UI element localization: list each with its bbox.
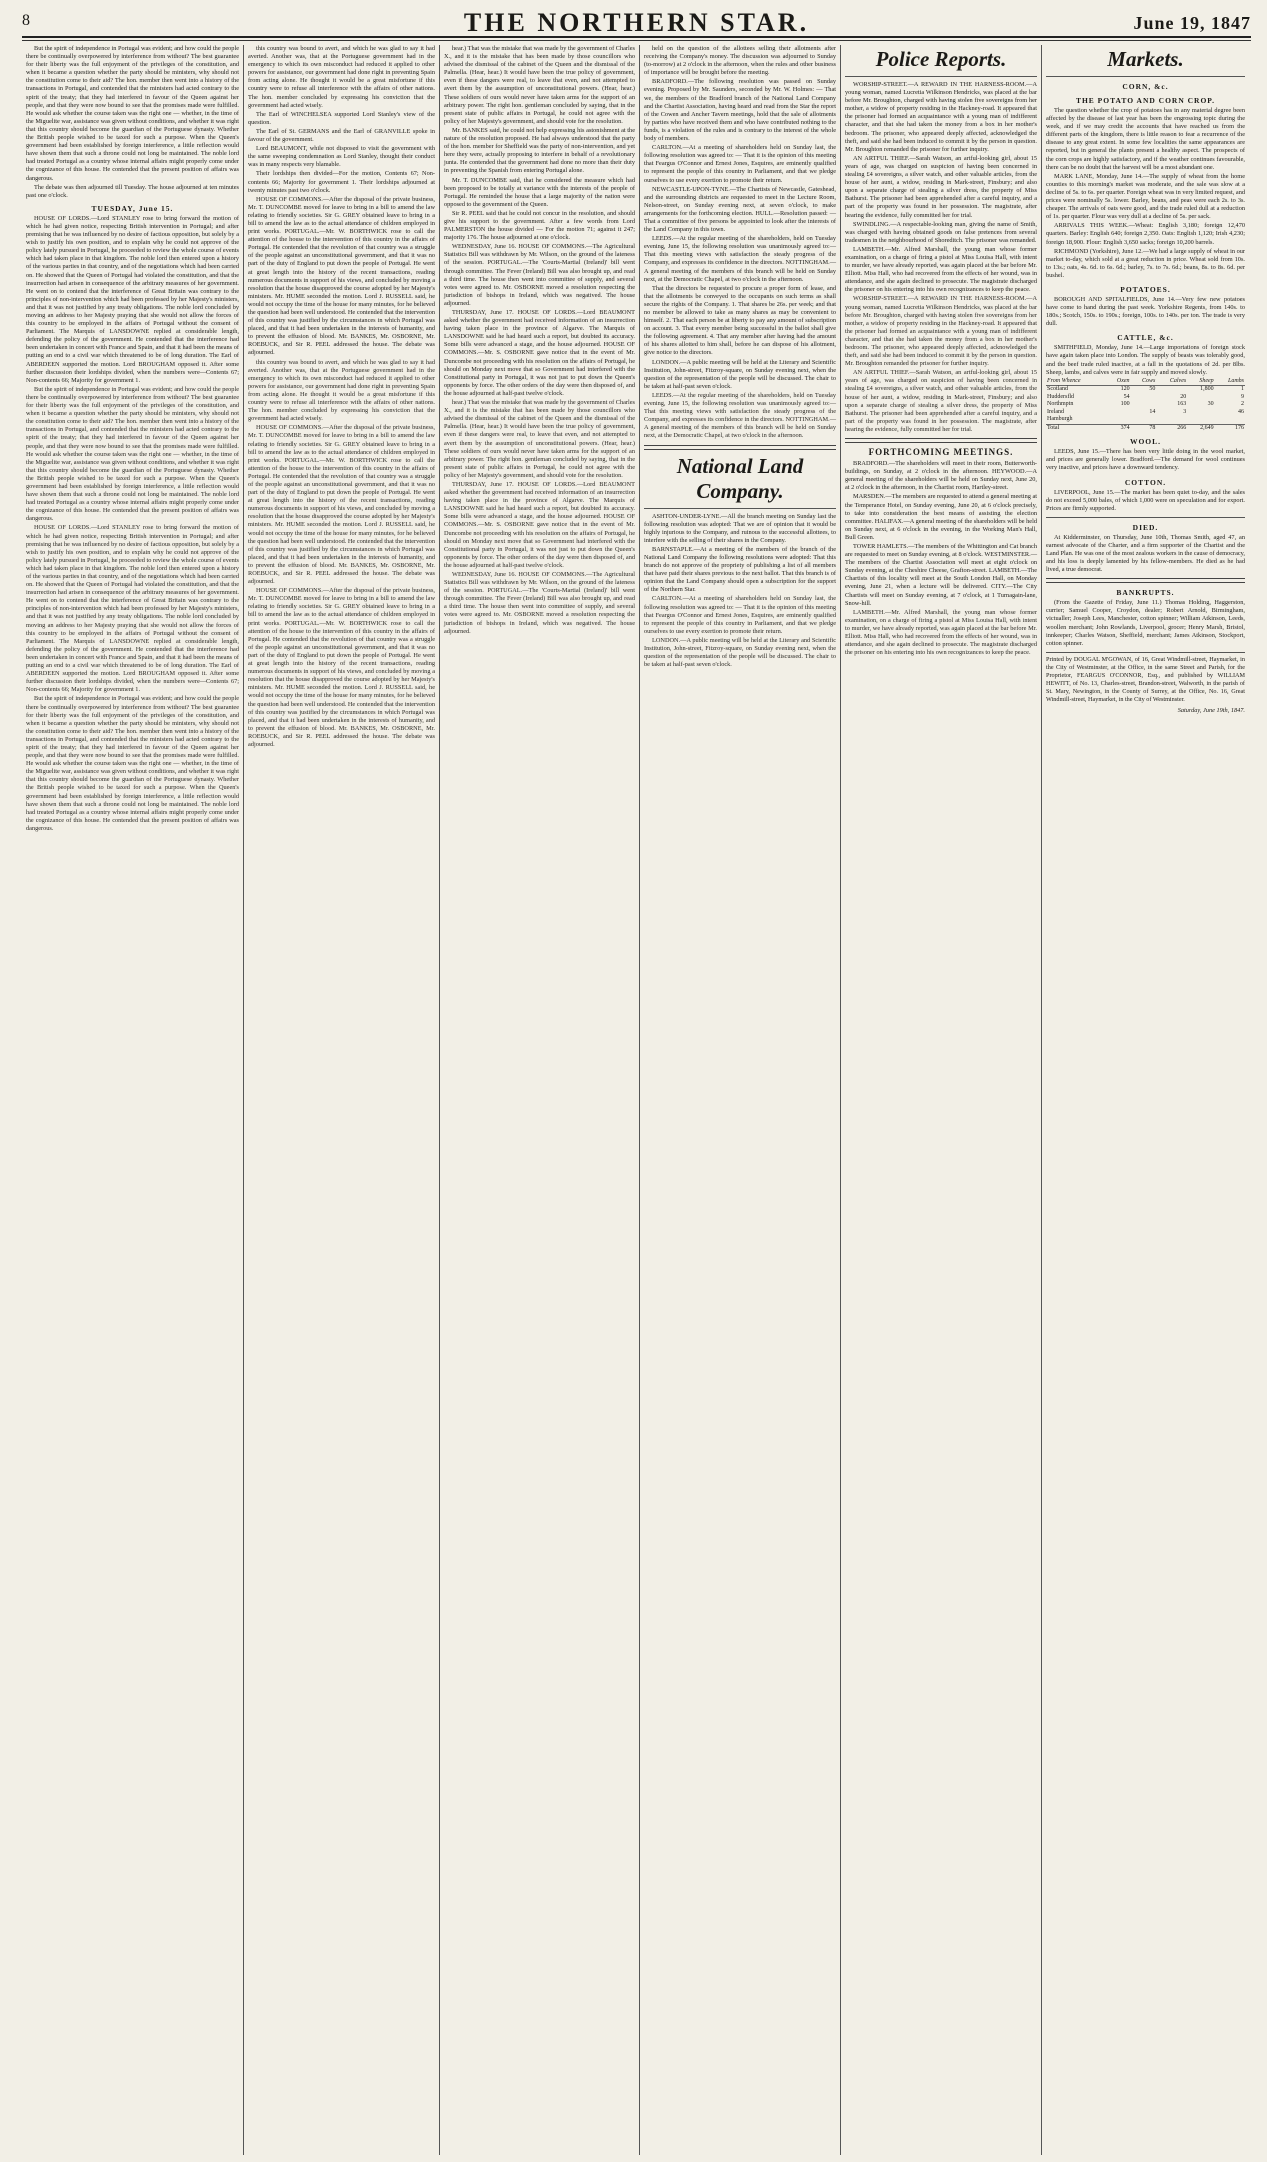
police-reports-text [845, 81, 1037, 434]
paragraph: The question whether the crop of potatoes has in any material degree been affected by the disease of last year has been the engrossing topic during the week, and if we may credit the accounts that have reached us from the different parts of the kingdom, there is little reason to fear a recurrence of the disease to any great extent. In some few localities the same appearances are reported, but in general the plants present a healthy aspect. The prospects of the corn crops are highly satisfactory, and if the weather continues favourable, there can be no doubt that the harvest will be a most abundant one. [1046, 107, 1245, 171]
bankrupts-text [1046, 599, 1245, 648]
paragraph: WORSHIP-STREET.—A REWARD IN THE HARNESS-ROOM.—A young woman, named Lucretia Wilkinson Hendricks, was placed at the bar before Mr. Broughton, charged with having stolen five sovereigns from her mother, a widow of property residing in the Hackney-road. It appeared that the prisoner had formed an acquaintance with a young man of indifferent character, and that she had taken the money from a box in her mother's bedroom. The prisoner, who appeared deeply affected, acknowledged the theft, and said she had been induced to commit it by the person in question. Mr. Broughton remanded the prisoner for further inquiry. [845, 81, 1037, 153]
section-divider [1046, 517, 1245, 518]
table-row [1046, 394, 1245, 402]
printer-imprint: Printed by DOUGAL M'GOWAN, of 16, Great Windmill-street, Haymarket, in the City of Westminster, at the Office, in the same Street and Parish, for the Proprietor, FEARGUS O'CONNOR, Esq., and published by WILLIAM HEWITT, of No. 13, Charles-street, Brandon-street, Walworth, in the parish of St. Mary, Newington, in the County of Surrey, at the Office, No. 16, Great Windmill-street, Haymarket, in the City of Westminster. [1046, 652, 1245, 704]
table-cell: 176 [1215, 424, 1245, 432]
section-divider [845, 438, 1037, 443]
column-4 [640, 45, 841, 2155]
paragraph: HOUSE OF LORDS.—Lord STANLEY rose to bring forward the motion of which he had given notice, respecting British intervention in Portugal; and after premising that he was influenced by no desire of factious opposition, but solely by a wish to justify his own position, and to explain why he could not approve of the policy lately pursued in Portugal, he proceeded to review the whole course of events which had taken place in that kingdom. The noble lord then entered upon a history of the various parties in that country, and of the negotiations which had been carried on. He showed that the Queen of Portugal had violated the constitution, and that the insurrection had arisen in consequence of the arbitrary measures of her government. He went on to contend that the interference of Great Britain was contrary to the principles of non-intervention which had been professed by her Majesty's ministers, and that it was not justified by any treaty obligations. The noble lord concluded by moving an address to her Majesty praying that she would not allow the forces of this country to be employed in the affairs of Portugal without the consent of Parliament. The Marquis of LANSDOWNE replied at considerable length, defending the policy of the government. He contended that the interference had been undertaken in concert with France and Spain, and that it had been the means of putting an end to a civil war which threatened to be of long duration. The Earl of ABERDEEN supported the motion. Lord BROUGHAM opposed it. After some further discussion their lordships divided, when the numbers were—Contents 67; Non-contents 66; Majority for government 1. [26, 214, 239, 384]
wool-heading: WOOL. [1129, 437, 1162, 447]
table-cell [1131, 401, 1157, 409]
table-cell: 1 [1241, 386, 1244, 393]
paragraph: ASHTON-UNDER-LYNE.—All the branch meeting on Sunday last the following resolution was adopted: That we are of opinion that it would be highly injurious to the Company, and ruinous to the successful allottees, to interfere with the selling of their shares in the Company. [644, 512, 836, 544]
paragraph: RICHMOND (Yorkshire), June 12.—We had a large supply of wheat in our market to-day, which sold at a great reduction in price. Wheat sold from 10s. to 13s.; oats, 4s. 6d. to 6s. 6d.; barley, 7s. to 7s. 6d.; beans, 8s. to 8s. 6d. per bushel. [1046, 247, 1245, 279]
publication-date-footer: Saturday, June 19th, 1847. [1177, 706, 1245, 714]
issue-date: June 19, 1847 [1133, 13, 1251, 33]
markets-text [1046, 107, 1245, 280]
paragraph: Mr. BANKES said, he could not help expressing his astonishment at the nature of the resolution proposed. He had always understood that the party of the hon. member for Sheffield was the party of non-intervention, and yet here they were, actually proposing to interfere in behalf of a revolutionary junta. He contended that the government had done no more than their duty in preventing the Spanish from entering Portugal alone. [444, 126, 635, 175]
paragraph: That the directors be requested to procure a proper form of lease, and that the allotments be conveyed to the occupants on such terms as shall secure the rights of the Company. 1. That shares be 26s. per week; and that no member be allowed to take as many shares as may be convenient to himself. 2. That each person be at liberty to pay any amount of subscription on account. 3. That every member being successful in the ballot shall give the following agreement. 4. That any member after having had the amount of his shares allotted to him shall, before he can dispose of his allotment, give notice to the directors. [644, 284, 836, 357]
table-cell [1156, 386, 1187, 394]
paragraph: BRADFORD.—The shareholders will meet in their room, Butterworth-buildings, on Sunday, at 2 o'clock in the afternoon. HEYWOOD.—A general meeting of the shareholders will be held on Sunday next, June 20, at 2 o'clock in the afternoon, in the Chartist room, Hartley-street. [845, 460, 1037, 492]
column-6 [1042, 45, 1249, 2155]
paragraph: CARLTON.—At a meeting of shareholders held on Sunday last, the following resolution was agreed to: — That it is the opinion of this meeting that Feargus O'Connor and Ernest Jones, Esquires, are eminently qualified to represent the people of this country in Parliament, and that we pledge ourselves to use every exertion to promote their return. [644, 144, 836, 184]
paragraph: The Earl of WINCHELSEA supported Lord Stanley's view of the question. [248, 110, 435, 126]
cattle-text [1046, 344, 1245, 376]
table-cell: 374 [1106, 424, 1131, 432]
land-company-heading: National Land Company. [676, 453, 804, 503]
paragraph: Sir R. PEEL said that he could not concur in the resolution, and should give his support to the government. After a few words from Lord PALMERSTON the house divided — For the motion 71; against it 247; majority 176. The house adjourned at one o'clock. [444, 209, 635, 242]
paragraph: But the spirit of independence in Portugal was evident; and how could the people there be continually overpowered by interference from without? The best guarantee for their liberty was the full enjoyment of the privileges of the constitution, and when it became a question whether the party should be ministers, why should not the constitution come to their aid? The hon. member then went into a history of the transactions in Portugal, and contended that the ministers had acted contrary to the spirit of the treaty; that they had interfered in favour of the Queen against her people, and that they were now bound to see that the promises made were fulfilled. He would ask whether the course taken was the right one — whether, in the time of the Miguelite war, assistance was given without conditions, and whether it was right that this country should become the guardian of the Portuguese dynasty. Whether the British people wished to be taxed for such a purpose. When the Queen's government had been established by foreign interference, a little reflection would have shown them that such a throne could not long be maintained. The noble lord had treated Portugal as a country whose internal affairs might properly come under the cognizance of this house. He contended that the present position of affairs was dangerous. [26, 45, 239, 182]
paragraph: LAMBETH.—Mr. Alfred Marshall, the young man whose former examination, on a charge of firing a pistol at Miss Louisa Hall, with intent to murder, we have already reported, was again placed at the bar before Mr. Elliott. Miss Hall, who had recovered from the effects of her wound, was in attendance, and she again declined to prosecute. The magistrate discharged the prisoner on his entering into his own recognizances to keep the peace. [845, 245, 1037, 294]
table-cell: Northmptn [1047, 401, 1074, 408]
table-cell [1156, 416, 1187, 424]
bankrupts-heading: BANKRUPTS. [1116, 588, 1175, 598]
paragraph: Lord BEAUMONT, while not disposed to visit the government with the same sweeping condemnation as Lord Stanley, thought their conduct was in many respects very blamable. [248, 145, 435, 169]
table-cell [1187, 394, 1214, 402]
paragraph: TOWER HAMLETS.—The members of the Whittington and Cat branch are requested to meet on Sunday evening, at 8 o'clock. WESTMINSTER.—The members of the Chartist Association will meet at eight o'clock on Sunday evening, at the Cheshire Cheese, Grafton-street. LAMBETH.—The Chartists of this locality will meet at the South London Hall, on Monday evening, June 21, when a lecture will be delivered. CITY.—The City Chartists will meet on Sunday evening, at 7 o'clock, at 1 Turnagain-lane, Snow-hill. [845, 542, 1037, 607]
section-divider [1046, 578, 1245, 583]
paragraph: LONDON.—A public meeting will be held at the Literary and Scientific Institution, John-street, Fitzroy-square, on Sunday evening next, when the question of the representation of the people will be discussed. The chair to be taken at half-past seven o'clock. [644, 358, 836, 390]
cotton-heading: COTTON. [1124, 477, 1167, 487]
column-3-text [444, 45, 635, 636]
section-divider [845, 76, 1037, 77]
section-divider [644, 508, 836, 509]
forthcoming-meetings-heading: FORTHCOMING MEETINGS. [868, 447, 1014, 458]
masthead [22, 10, 1251, 38]
paragraph: BARNSTAPLE.—At a meeting of the members of the branch of the National Land Company the following resolutions were adopted: That this branch do not approve of the propriety of publishing a list of all members that have paid their shares previous to the next ballot. That this branch is of opinion that the Land Company should open a subscription for the support of the Northern Star. [644, 545, 836, 594]
newspaper-title: THE NORTHERN STAR. [463, 8, 810, 37]
paragraph: MARK LANE, Monday, June 14.—The supply of wheat from the home counties to this morning's market was moderate, and the sale was slow at a decline of 5s. to 6s. per quarter. Foreign wheat was in very limited request, and prices were nominally 5s. lower. Barley, beans, and peas were each 2s. to 3s. cheaper. The arrivals of oats were good, and the trade ruled dull at a reduction of 1s. per quarter. Flour was very dull at a decline of 5s. per sack. [1046, 172, 1245, 221]
paragraph: MARSDEN.—The members are requested to attend a general meeting at the Temperance Hotel, on Sunday evening, June 20, at 6 o'clock precisely, to take into consideration the best means of assisting the election committee. HALIFAX.—A general meeting of the shareholders will be held on Sunday next, at 6 o'clock in the evening, in the Working Man's Hall, Bull Green. [845, 493, 1037, 541]
table-cell: 100 [1120, 401, 1130, 408]
table-total-row [1046, 424, 1245, 432]
table-cell: Ireland [1047, 408, 1064, 415]
police-reports-heading: Police Reports. [875, 47, 1007, 71]
paragraph: LEEDS, June 15.—There has been very little doing in the wool market, and prices are generally lower. Bradford.—The demand for wool continues very inactive, and prices have a downward tendency. [1046, 448, 1245, 472]
potatoes-heading: POTATOES. [1120, 284, 1171, 294]
paragraph: WORSHIP-STREET.—A REWARD IN THE HARNESS-ROOM.—A young woman, named Lucretia Wilkinson Hendricks, was placed at the bar before Mr. Broughton, charged with having stolen five sovereigns from her mother, a widow of property residing in the Hackney-road. It appeared that the prisoner had formed an acquaintance with a young man of indifferent character, and that she had taken the money from a box in her mother's bedroom. The prisoner, who appeared deeply affected, acknowledged the theft, and said she had been induced to commit it by the person in question. Mr. Broughton remanded the prisoner for further inquiry. [845, 295, 1037, 368]
table-cell [1131, 416, 1157, 424]
table-cell: 120 [1120, 386, 1130, 393]
table-cell: Scotland [1047, 386, 1068, 393]
table-cell: 163 [1177, 401, 1187, 408]
columns [22, 45, 1251, 2155]
paragraph: this country was bound to avert, and which he was glad to say it had averted. Another was, that at the Portuguese government had in the emergency to which its own misconduct had reduced it applied to other powers for assistance, our government had done right in preventing Spain from acting alone. He thought it would be a great misfortune if this country were to refuse all interference with the affairs of other nations. The hon. member concluded by expressing his conviction that the government had acted wisely. [248, 45, 435, 109]
paragraph: Their lordships then divided—For the motion, Contents 67; Non-contents 66; Majority for government 1. Their lordships adjourned at twenty minutes past two o'clock. [248, 170, 435, 194]
table-cell: 2,649 [1187, 424, 1214, 432]
paragraph: HOUSE OF COMMONS.—After the disposal of the private business, Mr. T. DUNCOMBE moved for leave to bring in a bill to amend the law relating to friendly societies. Sir G. GREY obtained leave to bring in a bill to amend the law as to the actual attendance of children employed in print works. PORTUGAL.—Mr. W. BORTHWICK rose to call the attention of the house to the intervention of this country in the affairs of Portugal. He contended that the revolution of that country was a struggle of the people against an unconstitutional government, and that it was no part of the duty of England to put down the people of Portugal. He went at great length into the history of the recent transactions, reading numerous documents in support of his views, and concluded by moving a resolution that the house disapproved the course adopted by her Majesty's ministers. Mr. HUME seconded the motion. Lord J. RUSSELL said, he would not occupy the time of the house for many minutes, for he believed the question had been well understood. He contended that the intervention of this country was justified by the circumstances in which Portugal was placed, and that it had been undertaken in the interests of humanity, and to prevent the effusion of blood. Mr. BANKES, Mr. OSBORNE, Mr. ROEBUCK, and Sir R. PEEL addressed the house. The debate was adjourned. [248, 424, 435, 586]
column-5 [841, 45, 1042, 2155]
table-cell [1187, 409, 1214, 417]
paragraph: But the spirit of independence in Portugal was evident; and how could the people there be continually overpowered by interference from without? The best guarantee for their liberty was the full enjoyment of the privileges of the constitution, and when it became a question whether the party should be ministers, why should not the constitution come to their aid? The hon. member then went into a history of the transactions in Portugal, and contended that the ministers had acted contrary to the spirit of the treaty; that they had interfered in favour of the Queen against her people, and that they were now bound to see that the promises made were fulfilled. He would ask whether the course taken was the right one — whether, in the time of the Miguelite war, assistance was given without conditions, and whether it was right that this country should become the guardian of the Portuguese dynasty. Whether the British people wished to be taxed for such a purpose. When the Queen's government had been established by foreign interference, a little reflection would have shown them that such a throne could not long be maintained. The noble lord had treated Portugal as a country whose internal affairs might properly come under the cognizance of this house. He contended that the present position of affairs was dangerous. [26, 695, 239, 832]
land-company-text [644, 513, 836, 670]
table-cell: 3 [1183, 408, 1187, 415]
section-divider [1046, 76, 1245, 77]
table-cell: Huddersfld [1047, 393, 1074, 400]
markets-heading: Markets. [1107, 47, 1184, 71]
paragraph: AN ARTFUL THIEF.—Sarah Watson, an artful-looking girl, about 15 years of age, was charged on suspicion of having been concerned in stealing £4 sovereigns, a silver watch, and other valuable articles, from the house of her aunt, a widow, residing in Mark-street, Finsbury; and also upon a separate charge of stealing a silver dress, the property of Miss Bathurst. The prisoner had been apprehended after a careful inquiry, and a part of the property was found in her possession. The magistrate, after hearing the evidence, fully committed her for trial. [845, 369, 1037, 433]
column-header: Sheep [1187, 378, 1214, 386]
table-cell: 9 [1241, 393, 1244, 400]
potatoes-text [1046, 296, 1245, 328]
paragraph: WEDNESDAY, June 16. HOUSE OF COMMONS.—The Agricultural Statistics Bill was withdrawn by Mr. Wilson, on the ground of the lateness of the session. PORTUGAL.—The 'Courts-Martial (Ireland)' bill went through committee. The Fever (Ireland) Bill was also brought up, and read a third time. The house then went into committee of supply, and several votes were agreed to. Mr. OSBORNE moved a resolution respecting the jurisdiction of bishops in Ireland, which was negatived. The house adjourned. [444, 243, 635, 307]
paragraph: The Earl of St. GERMANS and the Earl of GRANVILLE spoke in favour of the government. [248, 127, 435, 144]
table-row [1046, 401, 1245, 409]
table-cell: 14 [1149, 408, 1156, 415]
table-cell [1215, 416, 1245, 424]
table-cell: 46 [1238, 408, 1244, 415]
table-cell: 30 [1207, 401, 1214, 408]
table-cell: Total [1046, 424, 1106, 432]
paragraph: THURSDAY, June 17. HOUSE OF LORDS.—Lord BEAUMONT asked whether the government had received information of an insurrection having taken place in the province of Algarve. The Marquis of LANSDOWNE said he had heard such a report, but doubted its accuracy. Some bills were advanced a stage, and the house adjourned. HOUSE OF COMMONS.—Mr. S. OSBORNE gave notice that in the event of Mr. Duncombe not proceeding with his resolution on the affairs of Portugal, he should on Monday next move that so Government had interfered with the Constitutional party in Portugal, it was not just to put down the Queen's opponents by force. The other orders of the day were then disposed of, and the house adjourned at half-past twelve o'clock. [444, 309, 635, 397]
paragraph: WEDNESDAY, June 16. HOUSE OF COMMONS.—The Agricultural Statistics Bill was withdrawn by Mr. Wilson, on the ground of the lateness of the session. PORTUGAL.—The 'Courts-Martial (Ireland)' bill went through committee. The Fever (Ireland) Bill was also brought up, and read a third time. The house then went into committee of supply, and several votes were agreed to. Mr. OSBORNE moved a resolution respecting the jurisdiction of bishops in Ireland, which was negatived. The house adjourned. [444, 571, 635, 635]
column-header: From Whence [1046, 378, 1106, 386]
table-cell: Hamburgh [1047, 416, 1073, 423]
table-header-row [1046, 378, 1245, 386]
wool-text [1046, 448, 1245, 472]
died-heading: DIED. [1132, 522, 1159, 532]
column-header: Cows [1131, 378, 1157, 386]
paragraph: LEEDS.—At the regular meeting of the shareholders, held on Tuesday evening, June 15, the following resolution was unanimously agreed to:—That this meeting views with satisfaction the steady progress of the Company, and expresses its confidence in the directors. NOTTINGHAM.—A general meeting of the members of this branch will be held on Sunday next, at the Democratic Chapel, at two o'clock in the afternoon. [644, 391, 836, 440]
column-3 [440, 45, 640, 2155]
column-header: Calves [1156, 378, 1187, 386]
paragraph: HOUSE OF COMMONS.—After the disposal of the private business, Mr. T. DUNCOMBE moved for leave to bring in a bill to amend the law relating to friendly societies. Sir G. GREY obtained leave to bring in a bill to amend the law as to the actual attendance of children employed in print works. PORTUGAL.—Mr. W. BORTHWICK rose to call the attention of the house to the intervention of this country in the affairs of Portugal. He contended that the revolution of that country was a struggle of the people against an unconstitutional government, and that it was no part of the duty of England to put down the people of Portugal. He went at great length into the history of the recent transactions, reading numerous documents in support of his views, and concluded by moving a resolution that the house disapproved the course adopted by her Majesty's ministers. Mr. HUME seconded the motion. Lord J. RUSSELL said, he would not occupy the time of the house for many minutes, for he believed the question had been well understood. He contended that the intervention of this country was justified by the circumstances in which Portugal was placed, and that it had been undertaken in the interests of humanity, and to prevent the effusion of blood. Mr. BANKES, Mr. OSBORNE, Mr. ROEBUCK, and Sir R. PEEL addressed the house. The debate was adjourned. [248, 195, 435, 357]
table-cell: 50 [1149, 386, 1156, 393]
paragraph: this country was bound to avert, and which he was glad to say it had averted. Another was, that at the Portuguese government had in the emergency to which its own misconduct had reduced it applied to other powers for assistance, our government had done right in preventing Spain from acting alone. He thought it would be a great misfortune if this country were to refuse all interference with the affairs of other nations. The hon. member concluded by expressing his conviction that the government had acted wisely. [248, 358, 435, 423]
paragraph: At Kidderminster, on Thursday, June 10th, Thomas Smith, aged 47, an earnest advocate of the Charter, and a firm supporter of the Chartist and the Land Plan. He was one of the most zealous workers in the cause of democracy, and his loss is deeply lamented by his fellow-members. He died as he had lived, a true democrat. [1046, 533, 1245, 574]
paragraph: LAMBETH.—Mr. Alfred Marshall, the young man whose former examination, on a charge of firing a pistol at Miss Louisa Hall, with intent to murder, we have already reported, was again placed at the bar before Mr. Elliott. Miss Hall, who had recovered from the effects of her wound, was in attendance, and she again declined to prosecute. The magistrate discharged the prisoner on his entering into his own recognizances to keep the peace. [845, 608, 1037, 657]
paragraph: (From the Gazette of Friday, June 11.) Thomas Holding, Haggerston, currier; Samuel Cooper, Croydon, dealer; Robert Arnold, Birmingham, victualler; Joseph Lees, Manchester, cotton spinner; William Atkinson, Leeds, woollen merchant; John Rowlands, Liverpool, grocer; Henry Marsh, Bristol, innkeeper; Charles Watson, Sheffield, merchant; James Atkinson, Stockport, cotton spinner. [1046, 599, 1245, 647]
table-row [1046, 409, 1245, 417]
table-cell [1106, 416, 1131, 424]
table-cell [1187, 416, 1214, 424]
column-1 [22, 45, 244, 2155]
paragraph: HOUSE OF COMMONS.—After the disposal of the private business, Mr. T. DUNCOMBE moved for leave to bring in a bill to amend the law relating to friendly societies. Sir G. GREY obtained leave to bring in a bill to amend the law as to the actual attendance of children employed in print works. PORTUGAL.—Mr. W. BORTHWICK rose to call the attention of the house to the intervention of this country in the affairs of Portugal. He contended that the revolution of that country was a struggle of the people against an unconstitutional government, and that it was no part of the duty of England to put down the people of Portugal. He went at great length into the history of the recent transactions, reading numerous documents in support of his views, and concluded by moving a resolution that the house disapproved the course adopted by her Majesty's ministers. Mr. HUME seconded the motion. Lord J. RUSSELL said, he would not occupy the time of the house for many minutes, for he believed the question had been well understood. He contended that the intervention of this country was justified by the circumstances in which Portugal was placed, and that it had been undertaken in the interests of humanity, and to prevent the effusion of blood. Mr. BANKES, Mr. OSBORNE, Mr. ROEBUCK, and Sir R. PEEL addressed the house. The debate was adjourned. [248, 587, 435, 748]
column-header: Lambs [1215, 378, 1245, 386]
column-header: Oxen [1106, 378, 1131, 386]
table-row [1046, 416, 1245, 424]
paragraph: SMITHFIELD, Monday, June 14.—Large importations of foreign stock have again taken place into London. The supply of beasts was tolerably good, and the beef trade ruled inactive, at a fall in the quotations of 2d. per 8lbs. Sheep, lambs, and calves were in fair supply and moved slowly. [1046, 344, 1245, 376]
paragraph: hear.) That was the mistake that was made by the government of Charles X., and it is the mistake that has been made by those councillors who advised the dismissal of the cabinet of the Queen and the dismissal of the Palmella. (Hear, hear.) It would have been the true policy of government, even if these dangers were real, to leave that even, and not attempted to avert them by the assumption of unconstitutional powers. (Hear, hear.) These soldiers of ours would never have taken arms for the support of an arbitrary power. The right hon. gentleman concluded by saying, that in the present state of public affairs in Portugal, he could not agree with the policy of her Majesty's government, and should vote for the resolution. [444, 45, 635, 125]
section-date-heading: TUESDAY, June 15. [91, 203, 174, 213]
corn-heading: CORN, &c. [1122, 82, 1169, 91]
table-cell [1131, 394, 1157, 402]
paragraph: held on the question of the allottees selling their allotments after receiving the Company's money. The discussion was adjourned to Sunday (to-morrow) at 2 o'clock in the afternoon, when the rules and other business of importance will be brought before the meeting. [644, 45, 836, 77]
paragraph: But the spirit of independence in Portugal was evident; and how could the people there be continually overpowered by interference from without? The best guarantee for their liberty was the full enjoyment of the privileges of the constitution, and when it became a question whether the party should be ministers, why should not the constitution come to their aid? The hon. member then went into a history of the transactions in Portugal, and contended that the ministers had acted contrary to the spirit of the treaty; that they had interfered in favour of the Queen against her people, and that they were now bound to see that the promises made were fulfilled. He would ask whether the course taken was the right one — whether, in the time of the Miguelite war, assistance was given without conditions, and whether it was right that this country should become the guardian of the Portuguese dynasty. Whether the British people wished to be taxed for such a purpose. When the Queen's government had been established by foreign interference, a little reflection would have shown them that such a throne could not long be maintained. The noble lord had treated Portugal as a country whose internal affairs might properly come under the cognizance of this house. He contended that the present position of affairs was dangerous. [26, 385, 239, 523]
paragraph: AN ARTFUL THIEF.—Sarah Watson, an artful-looking girl, about 15 years of age, was charged on suspicion of having been concerned in stealing £4 sovereigns, a silver watch, and other valuable articles, from the house of her aunt, a widow, residing in Mark-street, Finsbury; and also upon a separate charge of stealing a silver dress, the property of Miss Bathurst. The prisoner had been apprehended after a careful inquiry, and a part of the property was found in her possession. The magistrate, after hearing the evidence, fully committed her for trial. [845, 154, 1037, 219]
table-cell: 266 [1156, 424, 1187, 432]
page-number: 8 [22, 12, 30, 29]
column-1-text [26, 45, 239, 833]
died-text [1046, 534, 1245, 574]
paragraph: LONDON.—A public meeting will be held at the Literary and Scientific Institution, John-street, Fitzroy-square, on Sunday evening next, when the question of the representation of the people will be discussed. The chair to be taken at half-past seven o'clock. [644, 636, 836, 669]
paragraph: The debate was then adjourned till Tuesday. The house adjourned at ten minutes past one o'clock. [26, 183, 239, 199]
paragraph: NEWCASTLE-UPON-TYNE.—The Chartists of Newcastle, Gateshead, and the surrounding districts are requested to meet in the Lecture Room, Nelson-street, on Sunday evening next, at seven o'clock, to make arrangements for the forthcoming election. HULL.—Resolution passed: — That a committee of five persons be appointed to look after the interests of the Land Company in this town. [644, 185, 836, 234]
paragraph: hear.) That was the mistake that was made by the government of Charles X., and it is the mistake that has been made by those councillors who advised the dismissal of the cabinet of the Queen and the dismissal of the Palmella. (Hear, hear.) It would have been the true policy of government, even if these dangers were real, to leave that even, and not attempted to avert them by the assumption of unconstitutional powers. (Hear, hear.) These soldiers of ours would never have taken arms for the support of an arbitrary power. The right hon. gentleman concluded by saying, that in the present state of public affairs in Portugal, he could not agree with the policy of her Majesty's government, and should vote for the resolution. [444, 399, 635, 479]
paragraph: ARRIVALS THIS WEEK.—Wheat: English 3,180; foreign 12,470 quarters. Barley: English 640; foreign 2,350. Oats: English 1,120; Irish 4,230; foreign 18,900. Flour: English 3,650 sacks; foreign 10,200 barrels. [1046, 222, 1245, 246]
paragraph: LEEDS.—At the regular meeting of the shareholders, held on Tuesday evening, June 15, the following resolution was unanimously agreed to:—That this meeting views with satisfaction the steady progress of the Company, and expresses its confidence in the directors. NOTTINGHAM.—A general meeting of the members of this branch will be held on Sunday next, at the Democratic Chapel, at two o'clock in the afternoon. [644, 235, 836, 283]
paragraph: THURSDAY, June 17. HOUSE OF LORDS.—Lord BEAUMONT asked whether the government had received information of an insurrection having taken place in the province of Algarve. The Marquis of LANSDOWNE said he had heard such a report, but doubted its accuracy. Some bills were advanced a stage, and the house adjourned. HOUSE OF COMMONS.—Mr. S. OSBORNE gave notice that in the event of Mr. Duncombe not proceeding with his resolution on the affairs of Portugal, he should on Monday next move that so Government had interfered with the Constitutional party in Portugal, it was not just to put down the Queen's opponents by force. The other orders of the day were then disposed of, and the house adjourned at half-past twelve o'clock. [444, 480, 635, 569]
paragraph: BRADFORD.—The following resolution was passed on Sunday evening. Proposed by Mr. Saunders, seconded by Mr. W. Holmes: — That we, the members of the Bradford branch of the National Land Company and the Chartist Association, having heard and read from the Star the report of the Cowen and Ancher Tavern meetings, hold that the sale of allotments by parties who have received them and who have contributed nothing to the funds, is a violation of the rules and is contrary to the interest of the whole body of members. [644, 78, 836, 143]
cattle-heading: CATTLE, &c. [1117, 333, 1174, 343]
section-divider [644, 445, 836, 450]
table-cell [1106, 409, 1131, 417]
table-cell: 54 [1123, 393, 1130, 400]
paragraph: HOUSE OF LORDS.—Lord STANLEY rose to bring forward the motion of which he had given notice, respecting British intervention in Portugal; and after premising that he was influenced by no desire of factious opposition, but solely by a wish to justify his own position, and to explain why he could not approve of the policy lately pursued in Portugal, he proceeded to review the whole course of events which had taken place in that kingdom. The noble lord then entered upon a history of the various parties in that country, and of the negotiations which had been carried on. He showed that the Queen of Portugal had violated the constitution, and that the insurrection had arisen in consequence of the arbitrary measures of her government. He went on to contend that the interference of Great Britain was contrary to the principles of non-intervention which had been professed by her Majesty's ministers, and that it was not justified by any treaty obligations. The noble lord concluded by moving an address to her Majesty praying that she would not allow the forces of this country to be employed in the affairs of Portugal without the consent of Parliament. The Marquis of LANSDOWNE replied at considerable length, defending the policy of the government. He contended that the interference had been undertaken in concert with France and Spain, and that it had been the means of putting an end to a civil war which threatened to be of long duration. The Earl of ABERDEEN supported the motion. Lord BROUGHAM opposed it. After some further discussion their lordships divided, when the numbers were—Contents 67; Non-contents 66; Majority for government 1. [26, 524, 239, 694]
paragraph: CARLTON.—At a meeting of shareholders held on Sunday last, the following resolution was agreed to: — That it is the opinion of this meeting that Feargus O'Connor and Ernest Jones, Esquires, are eminently qualified to represent the people of this country in Parliament, and that we pledge ourselves to use every exertion to promote their return. [644, 595, 836, 635]
table-cell: 20 [1180, 393, 1187, 400]
cattle-arrivals-table [1046, 378, 1245, 433]
table-cell: 2 [1241, 401, 1244, 408]
paragraph: LIVERPOOL, June 15.—The market has been quiet to-day, and the sales do not exceed 5,000 bales, of which 1,000 were on speculation and for export. Prices are firmly supported. [1046, 488, 1245, 512]
paragraph: SWINDLING.—A respectable-looking man, giving the name of Smith, was charged with having obtained goods on false pretences from several tradesmen in the neighbourhood of Shoreditch. The prisoner was remanded. [845, 220, 1037, 244]
meetings-text [845, 460, 1037, 657]
paragraph: BOROUGH AND SPITALFIELDS, June 14.—Very few new potatoes have come to hand during the past week. Yorkshire Regents, from 140s. to 180s.; Scotch, 150s. to 190s.; foreign, 100s. to 140s. per ton. The trade is very dull. [1046, 295, 1245, 328]
paragraph: Mr. T. DUNCOMBE said, that he considered the measure which had been proposed to be totally at variance with the interests of the people of Portugal. He reminded the house that a large majority of the nation were opposed to the government of the Queen. [444, 176, 635, 208]
table-row [1046, 386, 1245, 394]
column-4-text [644, 45, 836, 441]
corn-subheading: THE POTATO AND CORN CROP. [1075, 96, 1216, 105]
column-2-text [248, 45, 435, 749]
column-2 [244, 45, 440, 2155]
cotton-text [1046, 489, 1245, 513]
table-cell: 78 [1131, 424, 1157, 432]
masthead-rule [22, 40, 1251, 41]
table-cell: 1,800 [1200, 386, 1214, 393]
